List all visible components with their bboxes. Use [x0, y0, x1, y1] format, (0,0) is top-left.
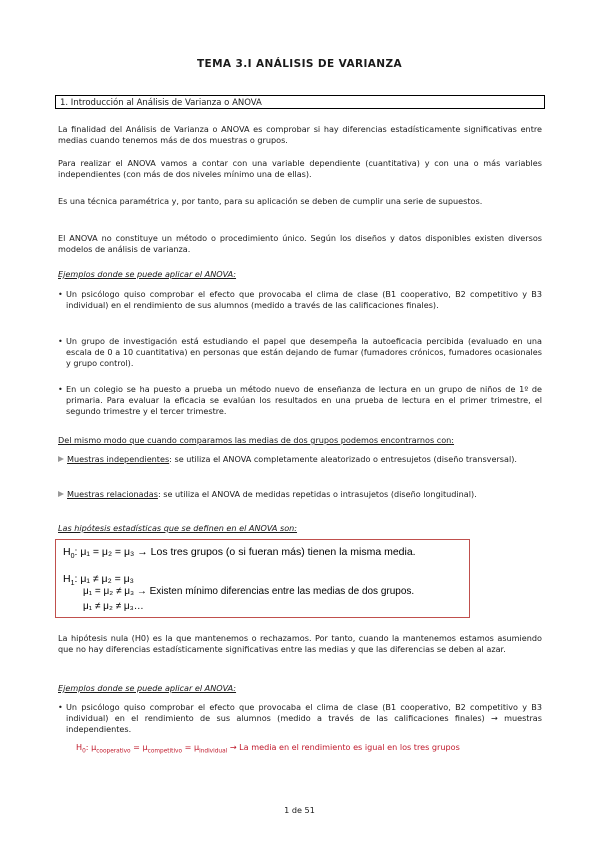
example-item-2 [58, 336, 542, 369]
triangle-arrow-icon [58, 456, 64, 462]
h0-line [63, 546, 416, 560]
h0-expression: : μ₁ = μ₂ = μ₃ [74, 546, 135, 558]
examples-heading-2: Ejemplos donde se puede aplicar el ANOVA: [58, 683, 237, 693]
red-eq-1: = μ [130, 742, 148, 752]
bullet-icon: • [58, 702, 63, 712]
red-sub-cooperativo: cooperativo [96, 748, 131, 755]
h1-line [63, 573, 134, 587]
h1-expression-3: μ₁ ≠ μ₂ ≠ μ₃… [83, 601, 144, 612]
red-h: H [76, 742, 83, 752]
example-text-3: En un colegio se ha puesto a prueba un método nuevo de enseñanza de lectura en un grupo de niños de 1º de primaria. Para evaluar la eficacia se evalúan los resultados en una prueba de lectura en el primer trimestre, el segundo trimestre y el tercer trimestre. [66, 384, 542, 416]
red-tail: → La media en el rendimiento es igual en los tres grupos [227, 742, 460, 752]
h1-text-2: → Existen mínimo diferencias entre las medias de dos grupos. [134, 586, 415, 597]
sample-type-related [58, 489, 542, 500]
example-item-3 [58, 384, 542, 417]
red-eq-2: = μ [182, 742, 200, 752]
h1-line-3 [83, 601, 144, 612]
intro-paragraph-4: El ANOVA no constituye un método o procedimiento único. Según los diseños y datos disponibles existen diversos modelos de análisis de varianza. [58, 233, 542, 254]
bullet-icon: • [58, 336, 63, 346]
h1-label: H [63, 573, 71, 585]
page-number: 1 de 51 [284, 805, 315, 815]
hypotheses-box [55, 539, 470, 618]
example-item-4 [58, 702, 542, 735]
red-mu: : μ [85, 742, 97, 752]
red-hypothesis-line [76, 742, 460, 758]
sample-type-term: Muestras independientes [67, 454, 170, 464]
h0-label: H [63, 546, 71, 558]
h1-expression-2: μ₁ = μ₂ ≠ μ₃ [83, 586, 135, 597]
example-text-4: Un psicólogo quiso comprobar el efecto que provocaba el clima de clase (B1 cooperativo, B2 competitivo y B3 individual) en el rendimiento de sus alumnos (medido a través de las calificaciones finales) → muestras independientes. [66, 702, 542, 734]
example-text-1: Un psicólogo quiso comprobar el efecto que provocaba el clima de clase (B1 cooperativo, B2 competitivo y B3 individual) en el rendimiento de sus alumnos (medido a través de las calificaciones finales). [66, 289, 542, 310]
bullet-icon: • [58, 289, 63, 299]
red-sub-individual: individual [199, 748, 228, 755]
sample-type-independent [58, 454, 542, 465]
sample-type-desc: : se utiliza el ANOVA de medidas repetidas o intrasujetos (diseño longitudinal). [157, 489, 477, 499]
h0-sub: 0 [70, 553, 75, 561]
h0-text: → Los tres grupos (o si fueran más) tienen la misma media. [134, 546, 416, 558]
intro-paragraph-3: Es una técnica paramétrica y, por tanto, para su aplicación se deben de cumplir una serie de supuestos. [58, 196, 483, 206]
comparison-heading: Del mismo modo que cuando comparamos las medias de dos grupos podemos encontrarnos con: [58, 435, 455, 445]
sample-type-desc: : se utiliza el ANOVA completamente aleatorizado o entresujetos (diseño transversal). [169, 454, 517, 464]
intro-paragraph-1: La finalidad del Análisis de Varianza o ANOVA es comprobar si hay diferencias estadísticamente significativas entre medias cuando tenemos más de dos muestras o grupos. [58, 124, 542, 145]
sample-type-term: Muestras relacionadas [67, 489, 158, 499]
section-heading: 1. Introducción al Análisis de Varianza o ANOVA [55, 95, 545, 109]
h1-expression: : μ₁ ≠ μ₂ = μ₃ [74, 573, 134, 585]
example-item-1 [58, 289, 542, 311]
hypotheses-heading: Las hipótesis estadísticas que se definen en el ANOVA son: [58, 523, 298, 533]
red-sub-competitivo: competitivo [147, 748, 183, 755]
red-h-sub: 0 [82, 748, 86, 755]
examples-heading-1: Ejemplos donde se puede aplicar el ANOVA: [58, 269, 237, 279]
h1-sub: 1 [70, 580, 75, 588]
bullet-icon: • [58, 384, 63, 394]
example-text-2: Un grupo de investigación está estudiando el papel que desempeña la autoeficacia percibida (evaluado en una escala de 0 a 10 cuantitativa) en personas que están dejando de fumar (fumadores crónicos, fumadores ocasionales y grupo control). [66, 336, 542, 368]
h1-line-2 [83, 586, 414, 597]
triangle-arrow-icon [58, 491, 64, 497]
intro-paragraph-2: Para realizar el ANOVA vamos a contar con una variable dependiente (cuantitativa) y con una o más variables independientes (con más de dos niveles mínimo una de ellas). [58, 158, 542, 179]
null-hypothesis-paragraph: La hipótesis nula (H0) es la que mantenemos o rechazamos. Por tanto, cuando la mantenemos estamos asumiendo que no hay diferencias estadísticamente significativas entre las medias y que las diferencias se deben al azar. [58, 633, 542, 654]
document-title: TEMA 3.I ANÁLISIS DE VARIANZA [196, 58, 403, 70]
